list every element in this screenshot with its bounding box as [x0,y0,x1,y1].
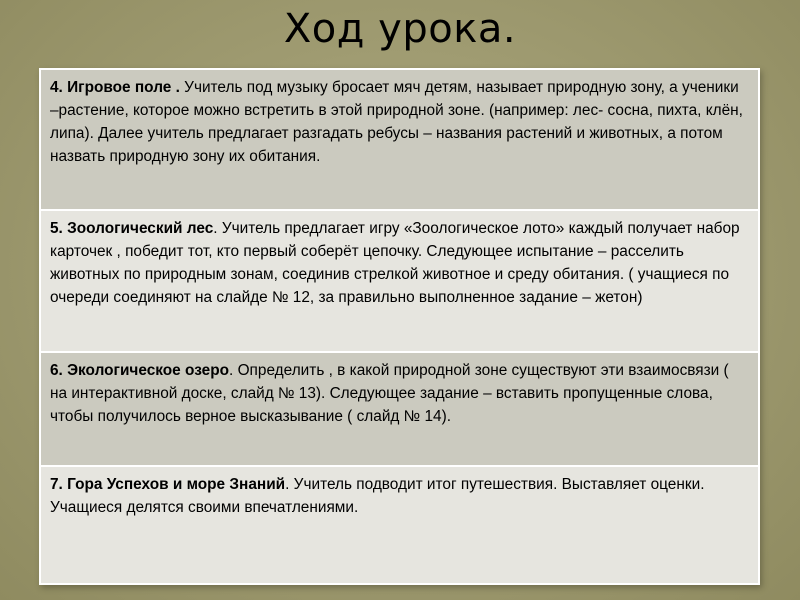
step-row-mountain-of-success [41,465,758,583]
step-body: . Определить , в какой природной зоне существуют эти взаимосвязи ( на интерактивной доске, слайд № 13). Следующее задание – вставить пропущенные слова, чтобы получилось верное высказывание ( слайд № 14). [50,362,729,425]
step-body: Учитель под музыку бросает мяч детям, называет природную зону, а ученики –растение, которое можно встретить в этой природной зоне. (например: лес- сосна, пихта, клён, липа). Далее учитель предлагает разгадать ребусы – названия растений и животных, а потом назвать природную зону их обитания. [50,79,743,165]
step-body: . Учитель подводит итог путешествия. Выставляет оценки. Учащиеся делятся своими впечатлениями. [50,476,705,516]
step-row-zoological-forest [41,209,758,351]
step-heading: 5. Зоологический лес [50,220,214,237]
step-heading: 7. Гора Успехов и море Знаний [50,476,286,493]
step-row-game-field [41,70,758,209]
slide-title: Ход урока. [283,6,517,52]
step-body: . Учитель предлагает игру «Зоологическое лото» каждый получает набор карточек , победит тот, кто первый соберёт цепочку. Следующее испытание – расселить животных по природным зонам, соединив стрелкой животное и среду обитания. ( учащиеся по очереди соединяют на слайде № 12, за правильно выполненное задание – жетон) [50,220,740,306]
lesson-steps-table [39,68,760,585]
step-heading: 6. Экологическое озеро [50,362,230,379]
step-heading: 4. Игровое поле . [50,79,180,96]
step-row-ecological-lake [41,351,758,465]
